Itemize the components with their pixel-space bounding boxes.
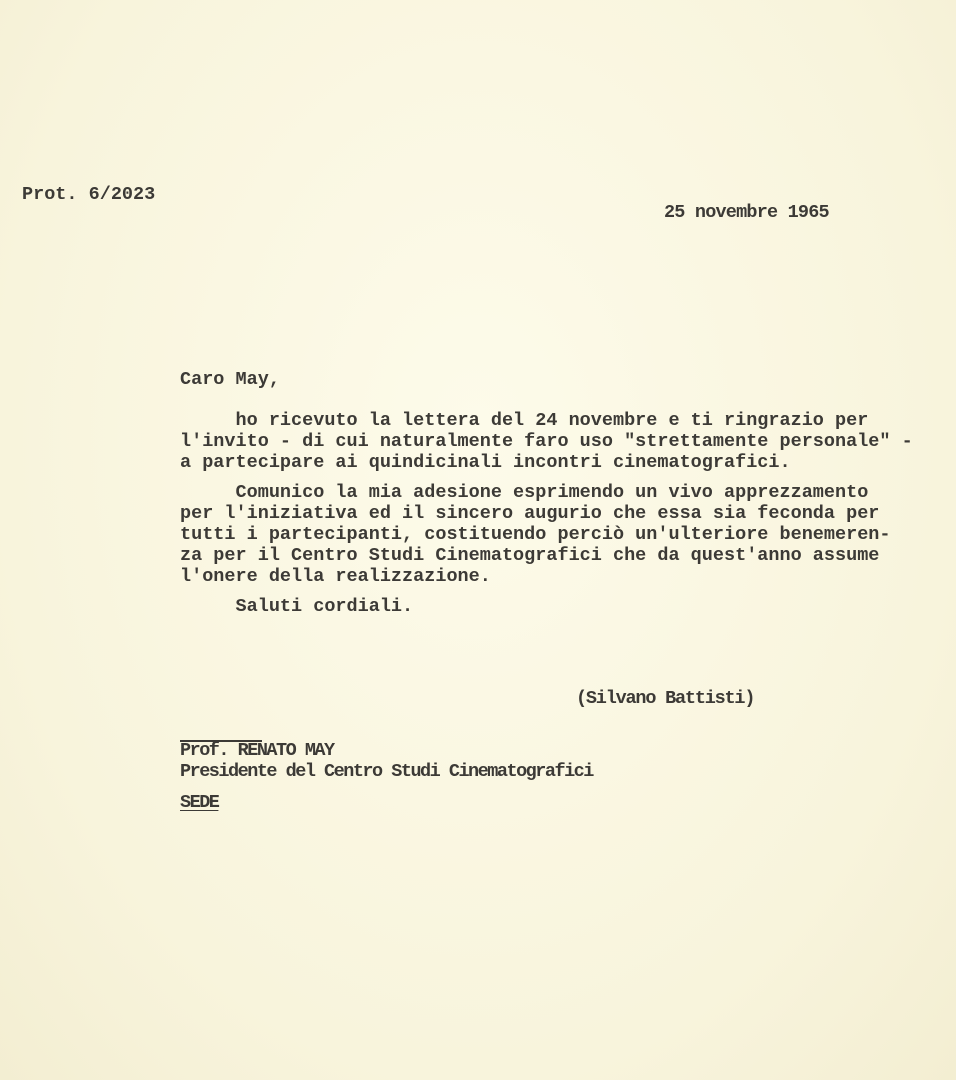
paragraph-line: ho ricevuto la lettera del 24 novembre e ti ringrazio per — [180, 410, 869, 431]
recipient-location: SEDE — [180, 792, 219, 813]
letter-date: 25 novembre 1965 — [664, 202, 829, 223]
salutation: Caro May, — [180, 369, 280, 390]
paragraph-line: Comunico la mia adesione esprimendo un vivo apprezzamento — [180, 482, 869, 503]
recipient-title: Presidente del Centro Studi Cinematografici — [180, 761, 593, 782]
paragraph-line: za per il Centro Studi Cinematografici che da quest'anno assume — [180, 545, 880, 566]
protocol-number: Prot. 6/2023 — [22, 184, 156, 205]
signature: (Silvano Battisti) — [576, 688, 755, 709]
paragraph-line: l'invito - di cui naturalmente faro uso "strettamente personale" - — [180, 431, 913, 452]
paragraph-line: l'onere della realizzazione. — [180, 566, 491, 587]
paragraph-line: per l'iniziativa ed il sincero augurio che essa sia feconda per — [180, 503, 880, 524]
closing: Saluti cordiali. — [180, 596, 414, 617]
recipient-name: Prof. RENATO MAY — [180, 740, 334, 761]
paragraph-line: a partecipare ai quindicinali incontri cinematografici. — [180, 452, 791, 473]
paragraph-line: tutti i partecipanti, costituendo perciò un'ulteriore benemeren- — [180, 524, 891, 545]
